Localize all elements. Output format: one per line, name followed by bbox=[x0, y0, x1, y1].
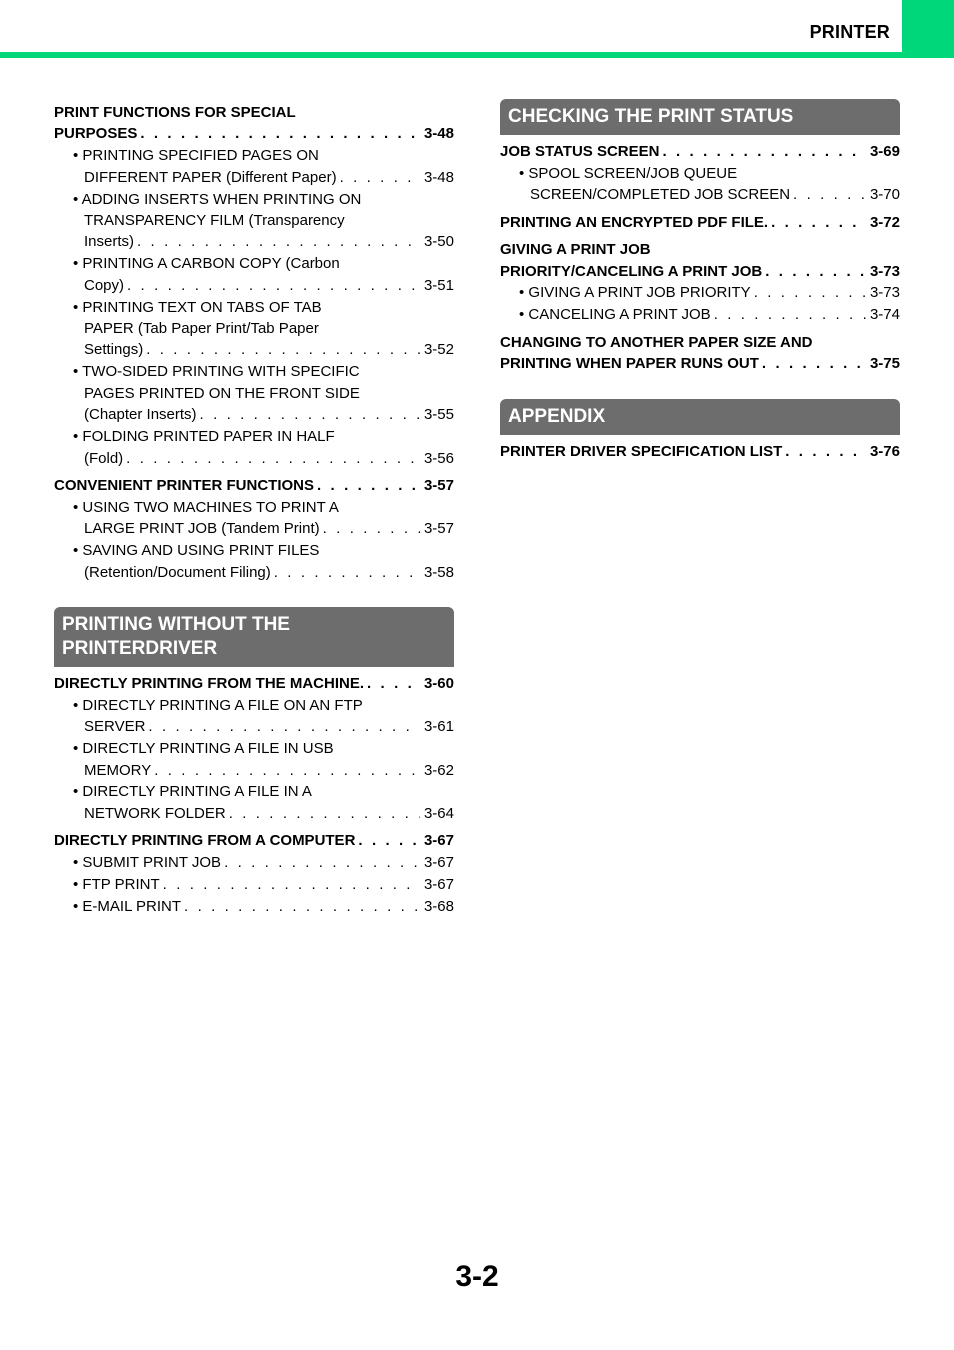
section-header bbox=[500, 99, 900, 135]
toc-entry-row bbox=[54, 123, 454, 144]
toc-entry-text: PAGES PRINTED ON THE FRONT SIDE bbox=[84, 384, 360, 402]
toc-page-number: 3-57 bbox=[423, 476, 454, 494]
toc-subentry[interactable] bbox=[54, 781, 454, 824]
toc-entry-text: PRIORITY/CANCELING A PRINT JOB bbox=[500, 262, 763, 280]
toc-entry-row bbox=[500, 261, 900, 282]
header-bar bbox=[0, 52, 954, 58]
toc-entry-row bbox=[73, 852, 454, 873]
toc-right-column bbox=[500, 99, 900, 462]
toc-page-number: 3-74 bbox=[869, 306, 900, 324]
toc-entry[interactable] bbox=[54, 475, 454, 496]
toc-entry-text: • FOLDING PRINTED PAPER IN HALF bbox=[73, 428, 335, 446]
toc-entry-text: CONVENIENT PRINTER FUNCTIONS bbox=[54, 476, 315, 494]
toc-entry-text: • PRINTING A CARBON COPY (Carbon bbox=[73, 255, 340, 273]
dot-leader bbox=[137, 123, 420, 144]
toc-page-number: 3-68 bbox=[423, 898, 454, 915]
dot-leader bbox=[197, 404, 420, 425]
toc-page-number: 3-69 bbox=[869, 143, 900, 160]
toc-entry-row bbox=[54, 673, 454, 694]
toc-entry-row bbox=[84, 275, 454, 296]
toc-subentry[interactable] bbox=[54, 189, 454, 253]
toc-page-number: 3-76 bbox=[869, 442, 900, 460]
toc-page-number: 3-64 bbox=[423, 804, 454, 822]
toc-entry-text: NETWORK FOLDER bbox=[84, 804, 226, 822]
toc-entry-text: SERVER bbox=[84, 718, 146, 736]
toc-entry-text: PRINTING AN ENCRYPTED PDF FILE. bbox=[500, 213, 769, 231]
dot-leader bbox=[221, 852, 420, 873]
toc-entry-row bbox=[84, 448, 454, 469]
toc-entry[interactable] bbox=[54, 830, 454, 851]
toc-entry-text: Copy) bbox=[84, 276, 125, 294]
toc-page-number: 3-75 bbox=[869, 355, 900, 373]
toc-entry-text: • E-MAIL PRINT bbox=[73, 898, 182, 915]
dot-leader bbox=[711, 304, 866, 325]
toc-left-column bbox=[54, 102, 454, 917]
dot-leader bbox=[790, 184, 866, 205]
toc-page-number: 3-56 bbox=[423, 449, 454, 467]
toc-entry-text: • DIRECTLY PRINTING A FILE IN USB bbox=[73, 740, 334, 758]
toc-entry-text: • PRINTING TEXT ON TABS OF TAB bbox=[73, 298, 322, 316]
dot-leader bbox=[124, 275, 420, 296]
toc-subentry[interactable] bbox=[54, 874, 454, 895]
toc-entry[interactable] bbox=[500, 141, 900, 162]
toc-entry[interactable] bbox=[500, 239, 900, 282]
dot-leader bbox=[226, 803, 420, 824]
toc-entry-text: PRINT FUNCTIONS FOR SPECIAL bbox=[54, 104, 296, 121]
dot-leader bbox=[271, 562, 420, 583]
toc-entry-text: MEMORY bbox=[84, 761, 152, 779]
toc-page-number: 3-48 bbox=[423, 168, 454, 186]
toc-entry-row bbox=[84, 803, 454, 824]
page-number: 3-2 bbox=[455, 1260, 499, 1293]
toc-page-number: 3-58 bbox=[423, 563, 454, 581]
toc-subentry[interactable] bbox=[54, 540, 454, 583]
chapter-tab bbox=[902, 0, 954, 58]
dot-leader bbox=[123, 448, 420, 469]
toc-subentry[interactable] bbox=[54, 852, 454, 873]
toc-entry-text: SCREEN/COMPLETED JOB SCREEN bbox=[530, 186, 791, 204]
dot-leader bbox=[782, 441, 866, 462]
toc-entry-row bbox=[84, 562, 454, 583]
toc-entry-text: (Chapter Inserts) bbox=[84, 406, 197, 424]
dot-leader bbox=[364, 673, 420, 694]
toc-entry-row bbox=[84, 760, 454, 781]
dot-leader bbox=[145, 716, 420, 737]
dot-leader bbox=[143, 339, 420, 360]
toc-entry-row bbox=[84, 404, 454, 425]
toc-entry[interactable] bbox=[54, 102, 454, 145]
toc-entry[interactable] bbox=[54, 673, 454, 694]
toc-entry-text: • ADDING INSERTS WHEN PRINTING ON bbox=[73, 190, 362, 208]
toc-entry-text: PRINTER DRIVER SPECIFICATION LIST bbox=[500, 442, 783, 460]
toc-entry-row bbox=[530, 184, 900, 205]
toc-entry-text: • USING TWO MACHINES TO PRINT A bbox=[73, 498, 339, 516]
toc-entry-row bbox=[84, 518, 454, 539]
toc-entry-text: JOB STATUS SCREEN bbox=[500, 143, 660, 160]
chapter-title: PRINTER bbox=[809, 22, 890, 42]
toc-subentry[interactable] bbox=[54, 896, 454, 917]
toc-entry-row bbox=[519, 304, 900, 325]
toc-entry-text: Settings) bbox=[84, 341, 144, 359]
toc-entry-row bbox=[84, 716, 454, 737]
toc-subentry[interactable] bbox=[54, 426, 454, 469]
toc-subentry[interactable] bbox=[500, 304, 900, 325]
toc-subentry[interactable] bbox=[54, 695, 454, 738]
toc-entry-text: • SUBMIT PRINT JOB bbox=[73, 854, 222, 872]
toc-entry-text: GIVING A PRINT JOB bbox=[500, 241, 651, 259]
toc-subentry[interactable] bbox=[54, 738, 454, 781]
section-spacer bbox=[500, 375, 900, 399]
toc-page-number: 3-67 bbox=[423, 854, 454, 872]
toc-entry-text: • FTP PRINT bbox=[73, 876, 160, 894]
dot-leader bbox=[151, 760, 420, 781]
toc-page-number: 3-50 bbox=[423, 233, 454, 251]
toc-page-number: 3-72 bbox=[869, 213, 900, 231]
toc-entry-text: LARGE PRINT JOB (Tandem Print) bbox=[84, 520, 320, 538]
dot-leader bbox=[751, 282, 866, 303]
toc-entry-text: Inserts) bbox=[84, 233, 135, 251]
toc-subentry[interactable] bbox=[500, 163, 900, 206]
dot-leader bbox=[762, 261, 866, 282]
toc-entry-text: (Retention/Document Filing) bbox=[84, 563, 271, 581]
toc-subentry[interactable] bbox=[500, 282, 900, 303]
toc-entry-row bbox=[73, 874, 454, 895]
toc-entry-text: • SAVING AND USING PRINT FILES bbox=[73, 542, 320, 560]
toc-entry-row bbox=[84, 231, 454, 252]
section-header-line: APPENDIX bbox=[508, 405, 606, 427]
dot-leader bbox=[659, 141, 866, 162]
toc-entry-row bbox=[500, 441, 900, 462]
toc-entry-text: • SPOOL SCREEN/JOB QUEUE bbox=[519, 164, 738, 182]
toc-page-number: 3-60 bbox=[423, 674, 454, 692]
toc-entry-row bbox=[500, 212, 900, 233]
toc-page-number: 3-61 bbox=[423, 718, 454, 736]
toc-page-number: 3-55 bbox=[423, 406, 454, 424]
section-spacer bbox=[54, 583, 454, 607]
toc-page-number: 3-48 bbox=[423, 125, 454, 143]
toc-page-number: 3-73 bbox=[869, 262, 900, 280]
toc-entry-row bbox=[84, 167, 454, 188]
toc-subentry[interactable] bbox=[54, 497, 454, 540]
toc-entry-text: PAPER (Tab Paper Print/Tab Paper bbox=[84, 320, 319, 338]
toc-subentry[interactable] bbox=[54, 297, 454, 361]
toc-entry-row bbox=[54, 830, 454, 851]
dot-leader bbox=[337, 167, 420, 188]
dot-leader bbox=[181, 896, 420, 917]
toc-entry[interactable] bbox=[500, 212, 900, 233]
toc-page-number: 3-73 bbox=[869, 284, 900, 302]
dot-leader bbox=[134, 231, 420, 252]
toc-entry-text: (Fold) bbox=[84, 449, 124, 467]
toc-entry-text: TRANSPARENCY FILM (Transparency bbox=[84, 212, 345, 230]
toc-subentry[interactable] bbox=[54, 361, 454, 425]
toc-entry-row bbox=[500, 353, 900, 374]
toc-entry-text: • GIVING A PRINT JOB PRIORITY bbox=[519, 284, 751, 302]
toc-page-number: 3-67 bbox=[423, 876, 454, 894]
dot-leader bbox=[320, 518, 420, 539]
toc-entry-row bbox=[500, 141, 900, 162]
toc-entry-text: PURPOSES bbox=[54, 125, 138, 143]
toc-entry-row bbox=[519, 282, 900, 303]
section-header bbox=[54, 607, 454, 667]
dot-leader bbox=[768, 212, 866, 233]
section-header bbox=[500, 399, 900, 435]
dot-leader bbox=[759, 353, 866, 374]
section-header-line: DRIVER bbox=[145, 637, 218, 659]
toc-entry-row bbox=[84, 339, 454, 360]
toc-page-number: 3-67 bbox=[423, 832, 454, 850]
toc-entry-text: • DIRECTLY PRINTING A FILE IN A bbox=[73, 783, 312, 801]
toc-entry-text: CHANGING TO ANOTHER PAPER SIZE AND bbox=[500, 333, 813, 351]
toc-entry[interactable] bbox=[500, 332, 900, 375]
dot-leader bbox=[355, 830, 420, 851]
toc-entry-text: • CANCELING A PRINT JOB bbox=[519, 306, 711, 324]
toc-entry-row bbox=[54, 475, 454, 496]
section-header-line: PRINTING WITHOUT THE PRINTER bbox=[62, 613, 290, 659]
toc-subentry[interactable] bbox=[54, 145, 454, 188]
toc-entry[interactable] bbox=[500, 441, 900, 462]
toc-entry-text: • TWO-SIDED PRINTING WITH SPECIFIC bbox=[73, 363, 360, 381]
toc-entry-row bbox=[73, 896, 454, 917]
dot-leader bbox=[314, 475, 420, 496]
toc-entry-text: PRINTING WHEN PAPER RUNS OUT bbox=[500, 355, 759, 373]
dot-leader bbox=[160, 874, 420, 895]
toc-entry-text: • PRINTING SPECIFIED PAGES ON bbox=[73, 147, 319, 165]
toc-page-number: 3-57 bbox=[423, 520, 454, 538]
toc-page-number: 3-70 bbox=[869, 186, 900, 204]
toc-page-number: 3-52 bbox=[423, 341, 454, 359]
toc-page-number: 3-62 bbox=[423, 761, 454, 779]
section-header-line: CHECKING THE PRINT STATUS bbox=[508, 106, 794, 127]
toc-entry-text: DIFFERENT PAPER (Different Paper) bbox=[84, 168, 337, 186]
toc-subentry[interactable] bbox=[54, 253, 454, 296]
toc-entry-text: • DIRECTLY PRINTING A FILE ON AN FTP bbox=[73, 696, 363, 714]
toc-entry-text: DIRECTLY PRINTING FROM THE MACHINE. bbox=[54, 674, 365, 692]
toc-entry-text: DIRECTLY PRINTING FROM A COMPUTER bbox=[54, 832, 356, 850]
toc-page-number: 3-51 bbox=[423, 276, 454, 294]
